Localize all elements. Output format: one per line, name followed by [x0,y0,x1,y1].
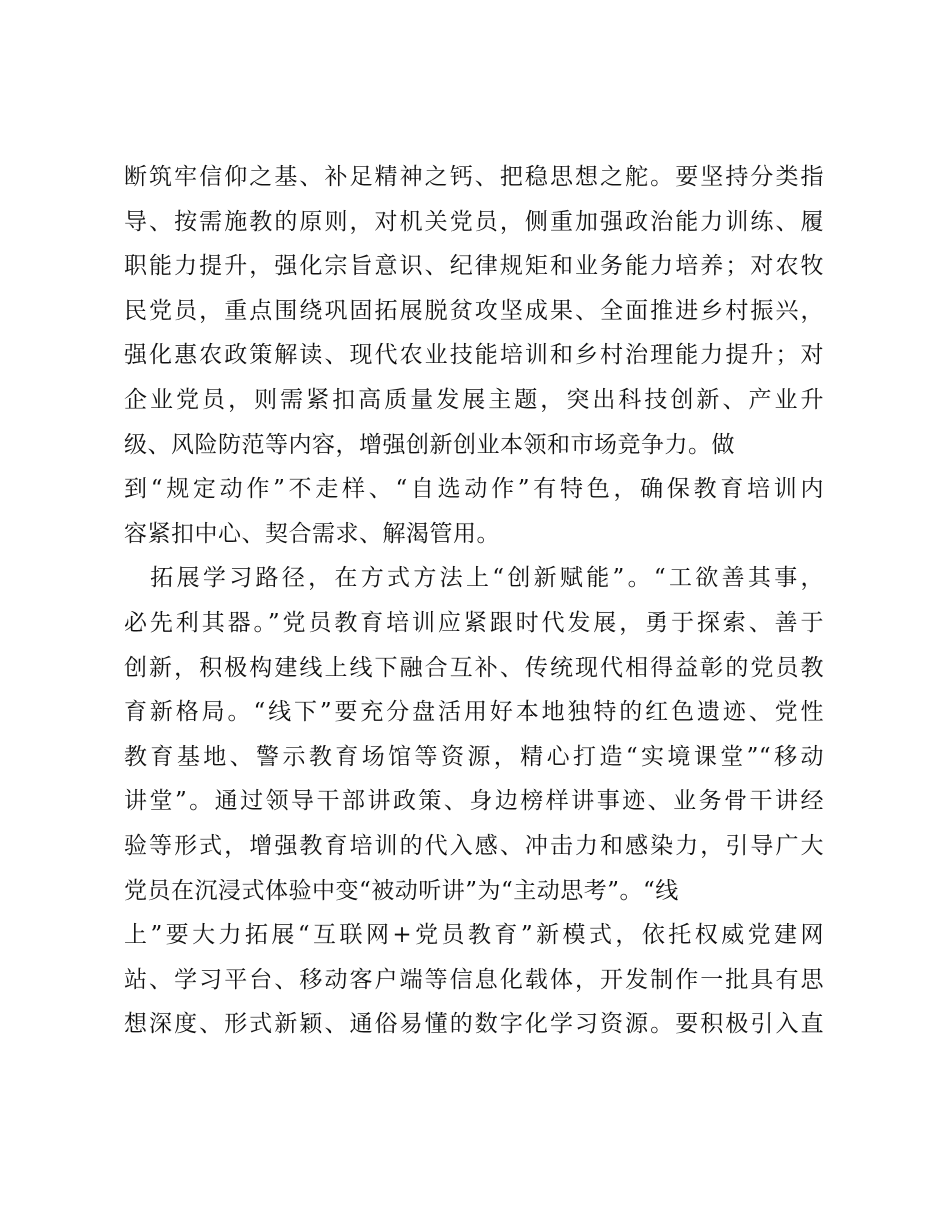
text-line: 职能力提升，强化宗旨意识、纪律规矩和业务能力培养；对农牧 [124,253,824,280]
text-line: 必先利其器。”党员教育培训应紧跟时代发展，勇于探索、善于 [124,609,824,636]
text-line: 到“规定动作”不走样、“自选动作”有特色，确保教育培训内 [124,476,824,503]
text-line: 教育基地、警示教育场馆等资源，精心打造“实境课堂”“移动 [124,743,824,770]
text-line: 育新格局。“线下”要充分盘活用好本地独特的红色遗迹、党性 [124,699,824,726]
text-line: 站、学习平台、移动客户端等信息化载体，开发制作一批具有思 [124,966,824,993]
text-line: 容紧扣中心、契合需求、解渴管用。 [124,520,500,547]
text-line: 强化惠农政策解读、现代农业技能培训和乡村治理能力提升；对 [124,342,824,369]
text-line: 断筑牢信仰之基、补足精神之钙、把稳思想之舵。要坚持分类指 [124,164,824,190]
body-text [124,155,824,1047]
text-line: 导、按需施教的原则，对机关党员，侧重加强政治能力训练、履 [124,208,824,235]
text-line: 党员在沉浸式体验中变“被动听讲”为“主动思考”。“线 [124,877,679,904]
text-line: 创新，积极构建线上线下融合互补、传统现代相得益彰的党员教 [124,654,824,681]
text-line: 级、风险防范等内容，增强创新创业本领和市场竞争力。做 [124,431,735,458]
text-line: 上”要大力拓展“互联网+党员教育”新模式，依托权威党建网 [124,922,824,949]
text-line: 民党员，重点围绕巩固拓展脱贫攻坚成果、全面推进乡村振兴， [124,297,824,324]
text-line: 拓展学习路径，在方式方法上“创新赋能”。“工欲善其事， [124,565,824,592]
text-line: 讲堂”。通过领导干部讲政策、身边榜样讲事迹、业务骨干讲经 [124,788,824,815]
text-line: 想深度、形式新颖、通俗易懂的数字化学习资源。要积极引入直 [124,1011,824,1038]
text-line: 企业党员，则需紧扣高质量发展主题，突出科技创新、产业升 [124,386,824,413]
text-line: 验等形式，增强教育培训的代入感、冲击力和感染力，引导广大 [124,832,824,859]
